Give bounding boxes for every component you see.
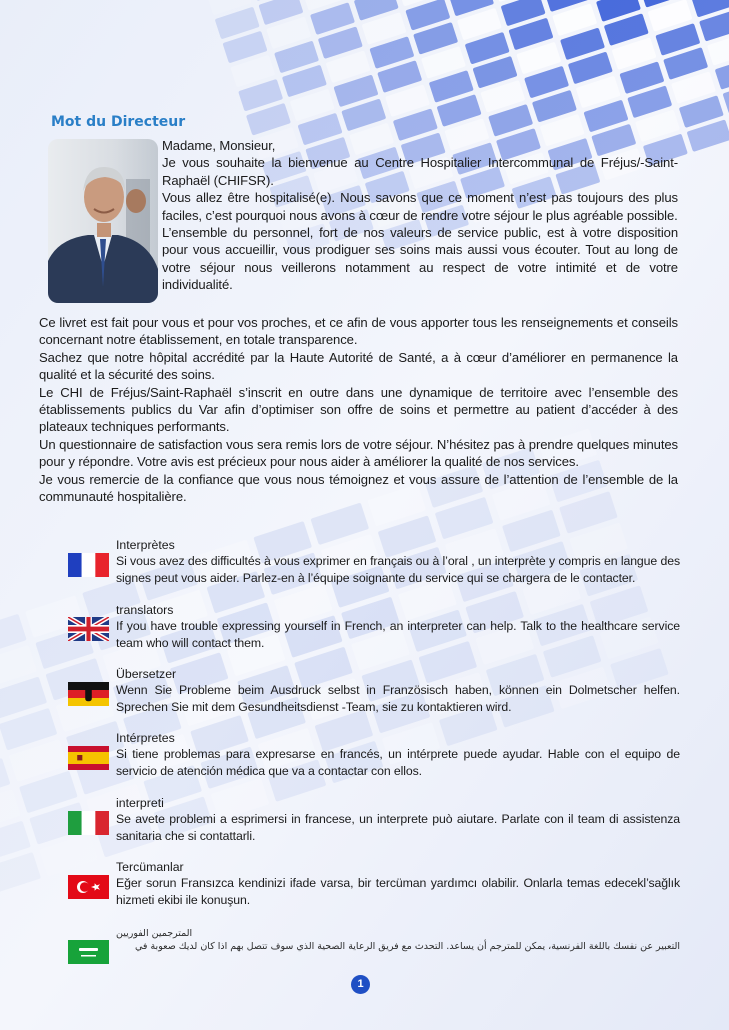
section-title: Interprètes bbox=[116, 538, 175, 552]
spain-flag-icon bbox=[68, 746, 109, 770]
section-text: Si tiene problemas para expresarse en francés, un intérprete puede ayudar. Hable con el equipo de servicio de atención médica que va a contactar con ellos. bbox=[116, 747, 680, 778]
letter-paragraph: Vous allez être hospitalisé(e). Nous savons que ce moment n’est pas toujours des plus faciles, c’est pourquoi nous avons à cœur de rendre votre séjour le plus agréable possible. bbox=[162, 190, 678, 223]
section-title: interpreti bbox=[116, 796, 164, 810]
section-title: المترجمين الفوريين bbox=[116, 928, 193, 939]
letter-paragraph: Un questionnaire de satisfaction vous sera remis lors de votre séjour. N’hésitez pas à prendre quelques minutes pour y répondre. Votre avis est précieux pour nous aider à améliorer la qualité de nos services. bbox=[39, 436, 678, 470]
section-text: Wenn Sie Probleme beim Ausdruck selbst in Französisch haben, können ein Dolmetscher helfen. Sprechen Sie mit dem Gesundheitsdienst -Team, sie zu kontaktieren wird. bbox=[116, 683, 680, 714]
section-text: Eğer sorun Fransızca kendinizi ifade varsa, bir tercüman yardımcı olabilir. Onlarla temas edecekl’sağlık hizmeti ekibi ile konuşun. bbox=[116, 876, 680, 907]
letter-body bbox=[39, 314, 678, 505]
uk-flag-icon bbox=[68, 617, 109, 641]
section-title: translators bbox=[116, 603, 174, 617]
germany-flag-icon bbox=[68, 682, 109, 706]
section-title: Intérpretes bbox=[116, 731, 175, 745]
director-photo bbox=[48, 139, 158, 303]
letter-paragraph: Je vous souhaite la bienvenue au Centre Hospitalier Intercommunal de Fréjus/-Saint-Raphaël (CHIFSR). bbox=[162, 155, 678, 188]
france-flag-icon bbox=[68, 553, 109, 577]
italy-flag-icon bbox=[68, 811, 109, 835]
letter-paragraph: Ce livret est fait pour vous et pour vos proches, et ce afin de vous apporter tous les renseignements et conseils concernant notre établissement, en totale transparence. bbox=[39, 315, 678, 348]
letter-intro bbox=[162, 137, 678, 294]
section-text: If you have trouble expressing yourself in French, an interpreter can help. Talk to the healthcare service team who will contact them. bbox=[116, 619, 680, 650]
section-text: Se avete problemi a esprimersi in francese, un interprete può aiutare. Parlate con il team di assistenza sanitaria che si contattarli. bbox=[116, 812, 680, 843]
page-title: Mot du Directeur bbox=[51, 114, 186, 130]
page-number-badge: 1 bbox=[351, 975, 370, 994]
saudi-flag-icon bbox=[68, 940, 109, 964]
section-title: Übersetzer bbox=[116, 667, 177, 681]
letter-paragraph: L’ensemble du personnel, fort de nos valeurs de service public, est à votre disposition pour vous accueillir, vous prodiguer ses soins mais aussi vous écouter. Tout au long de votre séjour nous veillerons notamment au respect de votre intimité et de votre individualité. bbox=[162, 225, 678, 293]
section-text: التعبير عن نفسك باللغة الفرنسية، يمكن للمترجم أن يساعد. التحدث مع فريق الرعاية الصحية الذي سوف تتصل بهم اذا كان لديك صعوبة في bbox=[134, 941, 680, 952]
letter-paragraph: Madame, Monsieur, bbox=[162, 138, 276, 153]
turkey-flag-icon bbox=[68, 875, 109, 899]
section-title: Tercümanlar bbox=[116, 860, 184, 874]
letter-paragraph: Je vous remercie de la confiance que vous nous témoignez et vous assure de l’attention de l’ensemble de la communauté hospitalière. bbox=[39, 471, 678, 505]
section-text: Si vous avez des difficultés à vous exprimer en français ou à l’oral , un interprète y compris en langue des signes peut vous aider. Parlez-en à l’équipe soignante du service qui se chargera de le contacter. bbox=[116, 554, 680, 585]
letter-paragraph: Sachez que notre hôpital accrédité par la Haute Autorité de Santé, a à cœur d’améliorer en permanence la qualité et la sécurité des soins. bbox=[39, 349, 678, 383]
letter-paragraph: Le CHI de Fréjus/Saint-Raphaël s’inscrit en outre dans une dynamique de territoire avec l’ensemble des établissements publics du Var afin d’optimiser son offre de soins et permettre au patient d’accéder à des plateaux techniques performants. bbox=[39, 384, 678, 435]
